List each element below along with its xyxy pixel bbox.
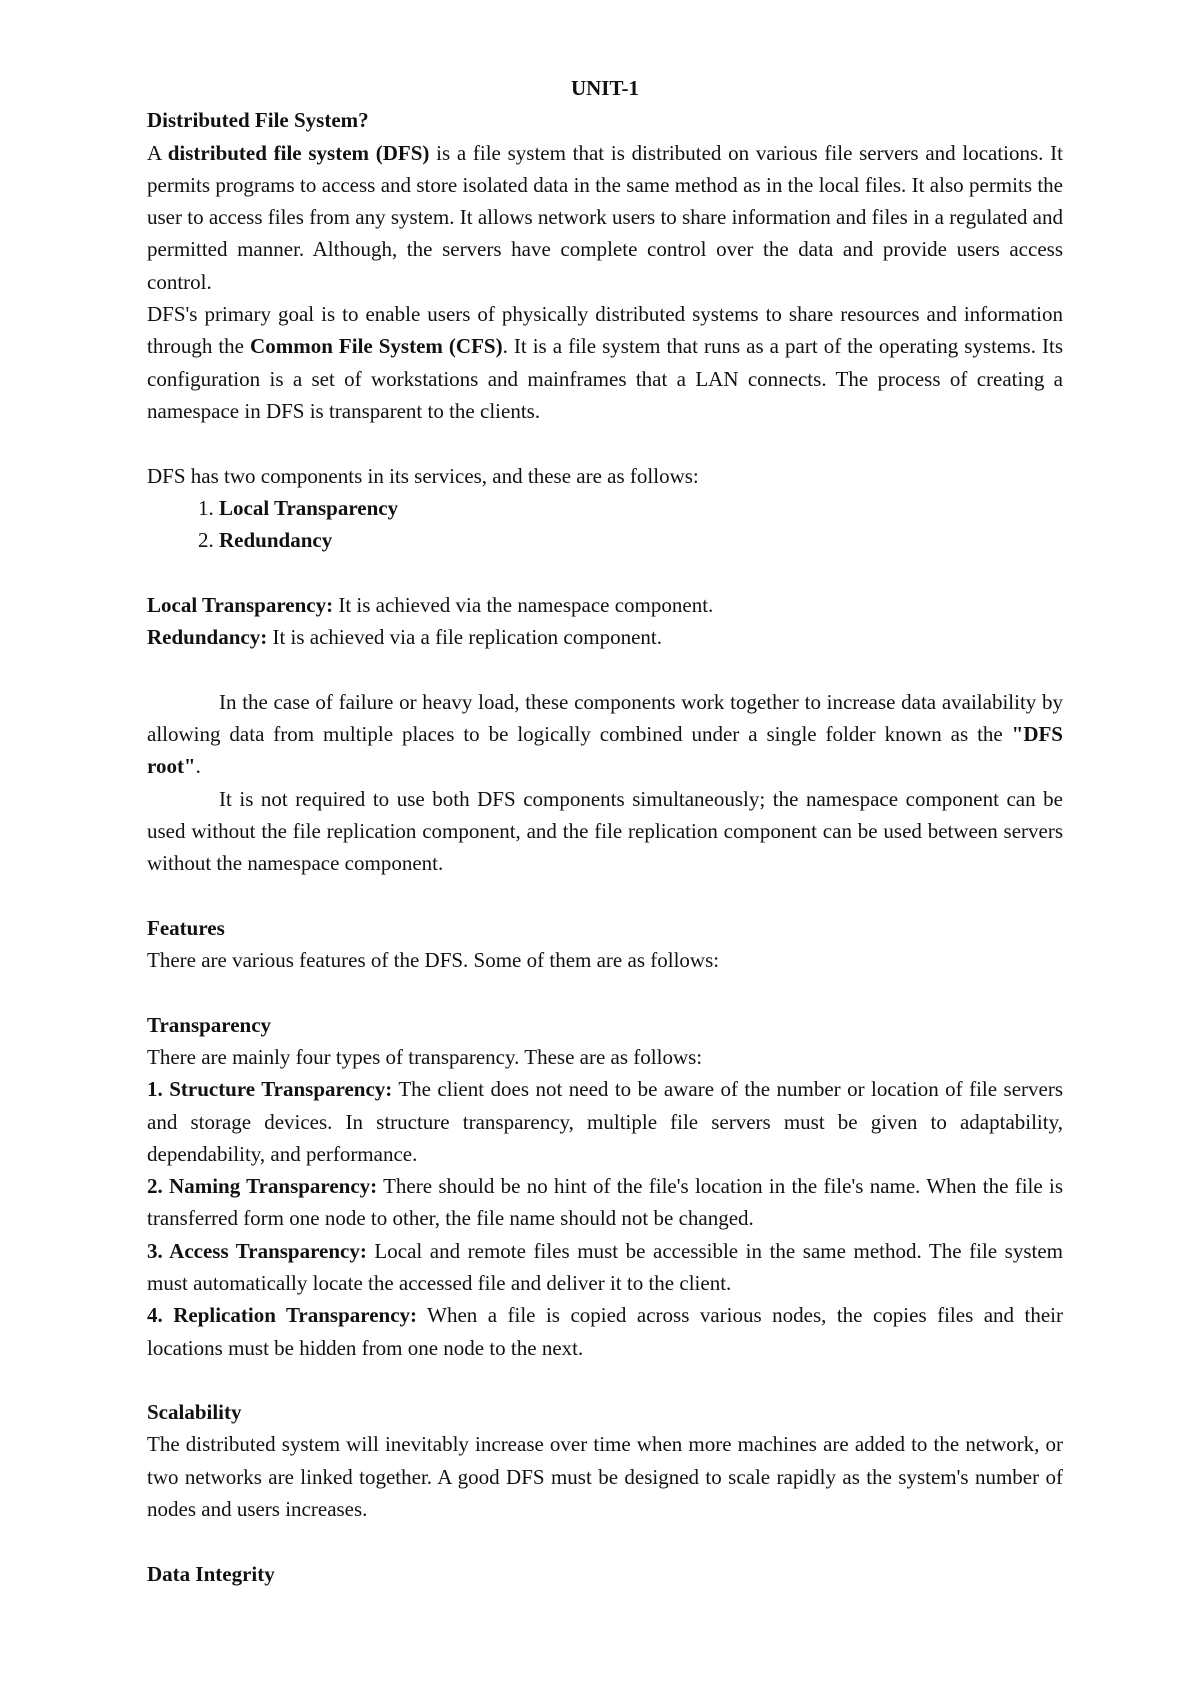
- spacer: [147, 556, 1063, 588]
- heading-distributed-file-system: Distributed File System?: [147, 108, 369, 133]
- goal-paragraph: DFS's primary goal is to enable users of physically distributed systems to share resources and information through the Common File System (CFS). It is a file system that runs as a part of the operating systems. Its configuration is a set of workstations and mainframes that a LAN connects. The process of creating a namespace in DFS is transparent to the clients.: [147, 302, 1064, 423]
- transparency-heading: Transparency: [147, 1012, 272, 1037]
- intro-paragraph: A distributed file system (DFS) is a file system that is distributed on various file servers and locations. It permits programs to access and store isolated data in the same method as in the local files. It also permits the user to access files from any system. It allows network users to share information and files in a regulated and permitted manner. Although, the servers have complete control over the data and provide users access control.: [147, 140, 1063, 294]
- spacer: [147, 1525, 1063, 1557]
- dfs-root-term: "DFS root": [147, 721, 1063, 779]
- cfs-term: Common File System (CFS): [250, 334, 503, 359]
- spacer: [147, 976, 1063, 1008]
- scalability-heading: Scalability: [147, 1400, 242, 1425]
- failure-paragraph: In the case of failure or heavy load, these components work together to increase data availability by allowing data from multiple places to be logically combined under a single folder known as the "DFS root".: [147, 689, 1063, 779]
- features-heading: Features: [147, 915, 225, 940]
- scalability-paragraph: The distributed system will inevitably increase over time when more machines are added to the network, or two networks are linked together. A good DFS must be designed to scale rapidly as the system's number of nodes and users increases.: [147, 1432, 1063, 1522]
- spacer: [147, 427, 1063, 459]
- spacer: [147, 879, 1063, 911]
- data-integrity-heading: Data Integrity: [147, 1561, 275, 1586]
- redundancy-definition: Redundancy: It is achieved via a file replication component.: [147, 625, 662, 650]
- local-transparency-definition: Local Transparency: It is achieved via the namespace component.: [147, 592, 714, 617]
- transparency-intro: There are mainly four types of transparency. These are as follows:: [147, 1044, 703, 1069]
- naming-transparency-item: 2. Naming Transparency: There should be no hint of the file's location in the file's name. When the file is transferred form one node to other, the file name should not be changed.: [147, 1174, 1063, 1231]
- list-item: 1. Local Transparency: [219, 492, 1063, 524]
- components-intro: DFS has two components in its services, and these are as follows:: [147, 463, 699, 488]
- spacer: [147, 653, 1063, 685]
- list-item: 2. Redundancy: [219, 524, 1063, 556]
- unit-title: UNIT-1: [570, 76, 640, 100]
- spacer: [147, 1364, 1063, 1396]
- components-list: [147, 492, 1063, 557]
- features-intro: There are various features of the DFS. Some of them are as follows:: [147, 948, 720, 973]
- structure-transparency-item: 1. Structure Transparency: The client does not need to be aware of the number or location of file servers and storage devices. In structure transparency, multiple file servers must be given to adaptability, dependability, and performance.: [147, 1077, 1064, 1166]
- document-content: [147, 72, 1063, 1590]
- replication-transparency-item: 4. Replication Transparency: When a file is copied across various nodes, the copies files and their locations must be hidden from one node to the next.: [147, 1303, 1063, 1360]
- dfs-term: distributed file system (DFS): [167, 140, 430, 165]
- access-transparency-item: 3. Access Transparency: Local and remote files must be accessible in the same method. The file system must automatically locate the accessed file and deliver it to the client.: [147, 1238, 1063, 1295]
- not-required-paragraph: It is not required to use both DFS components simultaneously; the namespace component can be used without the file replication component, and the file replication component can be used between servers without the namespace component.: [147, 786, 1063, 876]
